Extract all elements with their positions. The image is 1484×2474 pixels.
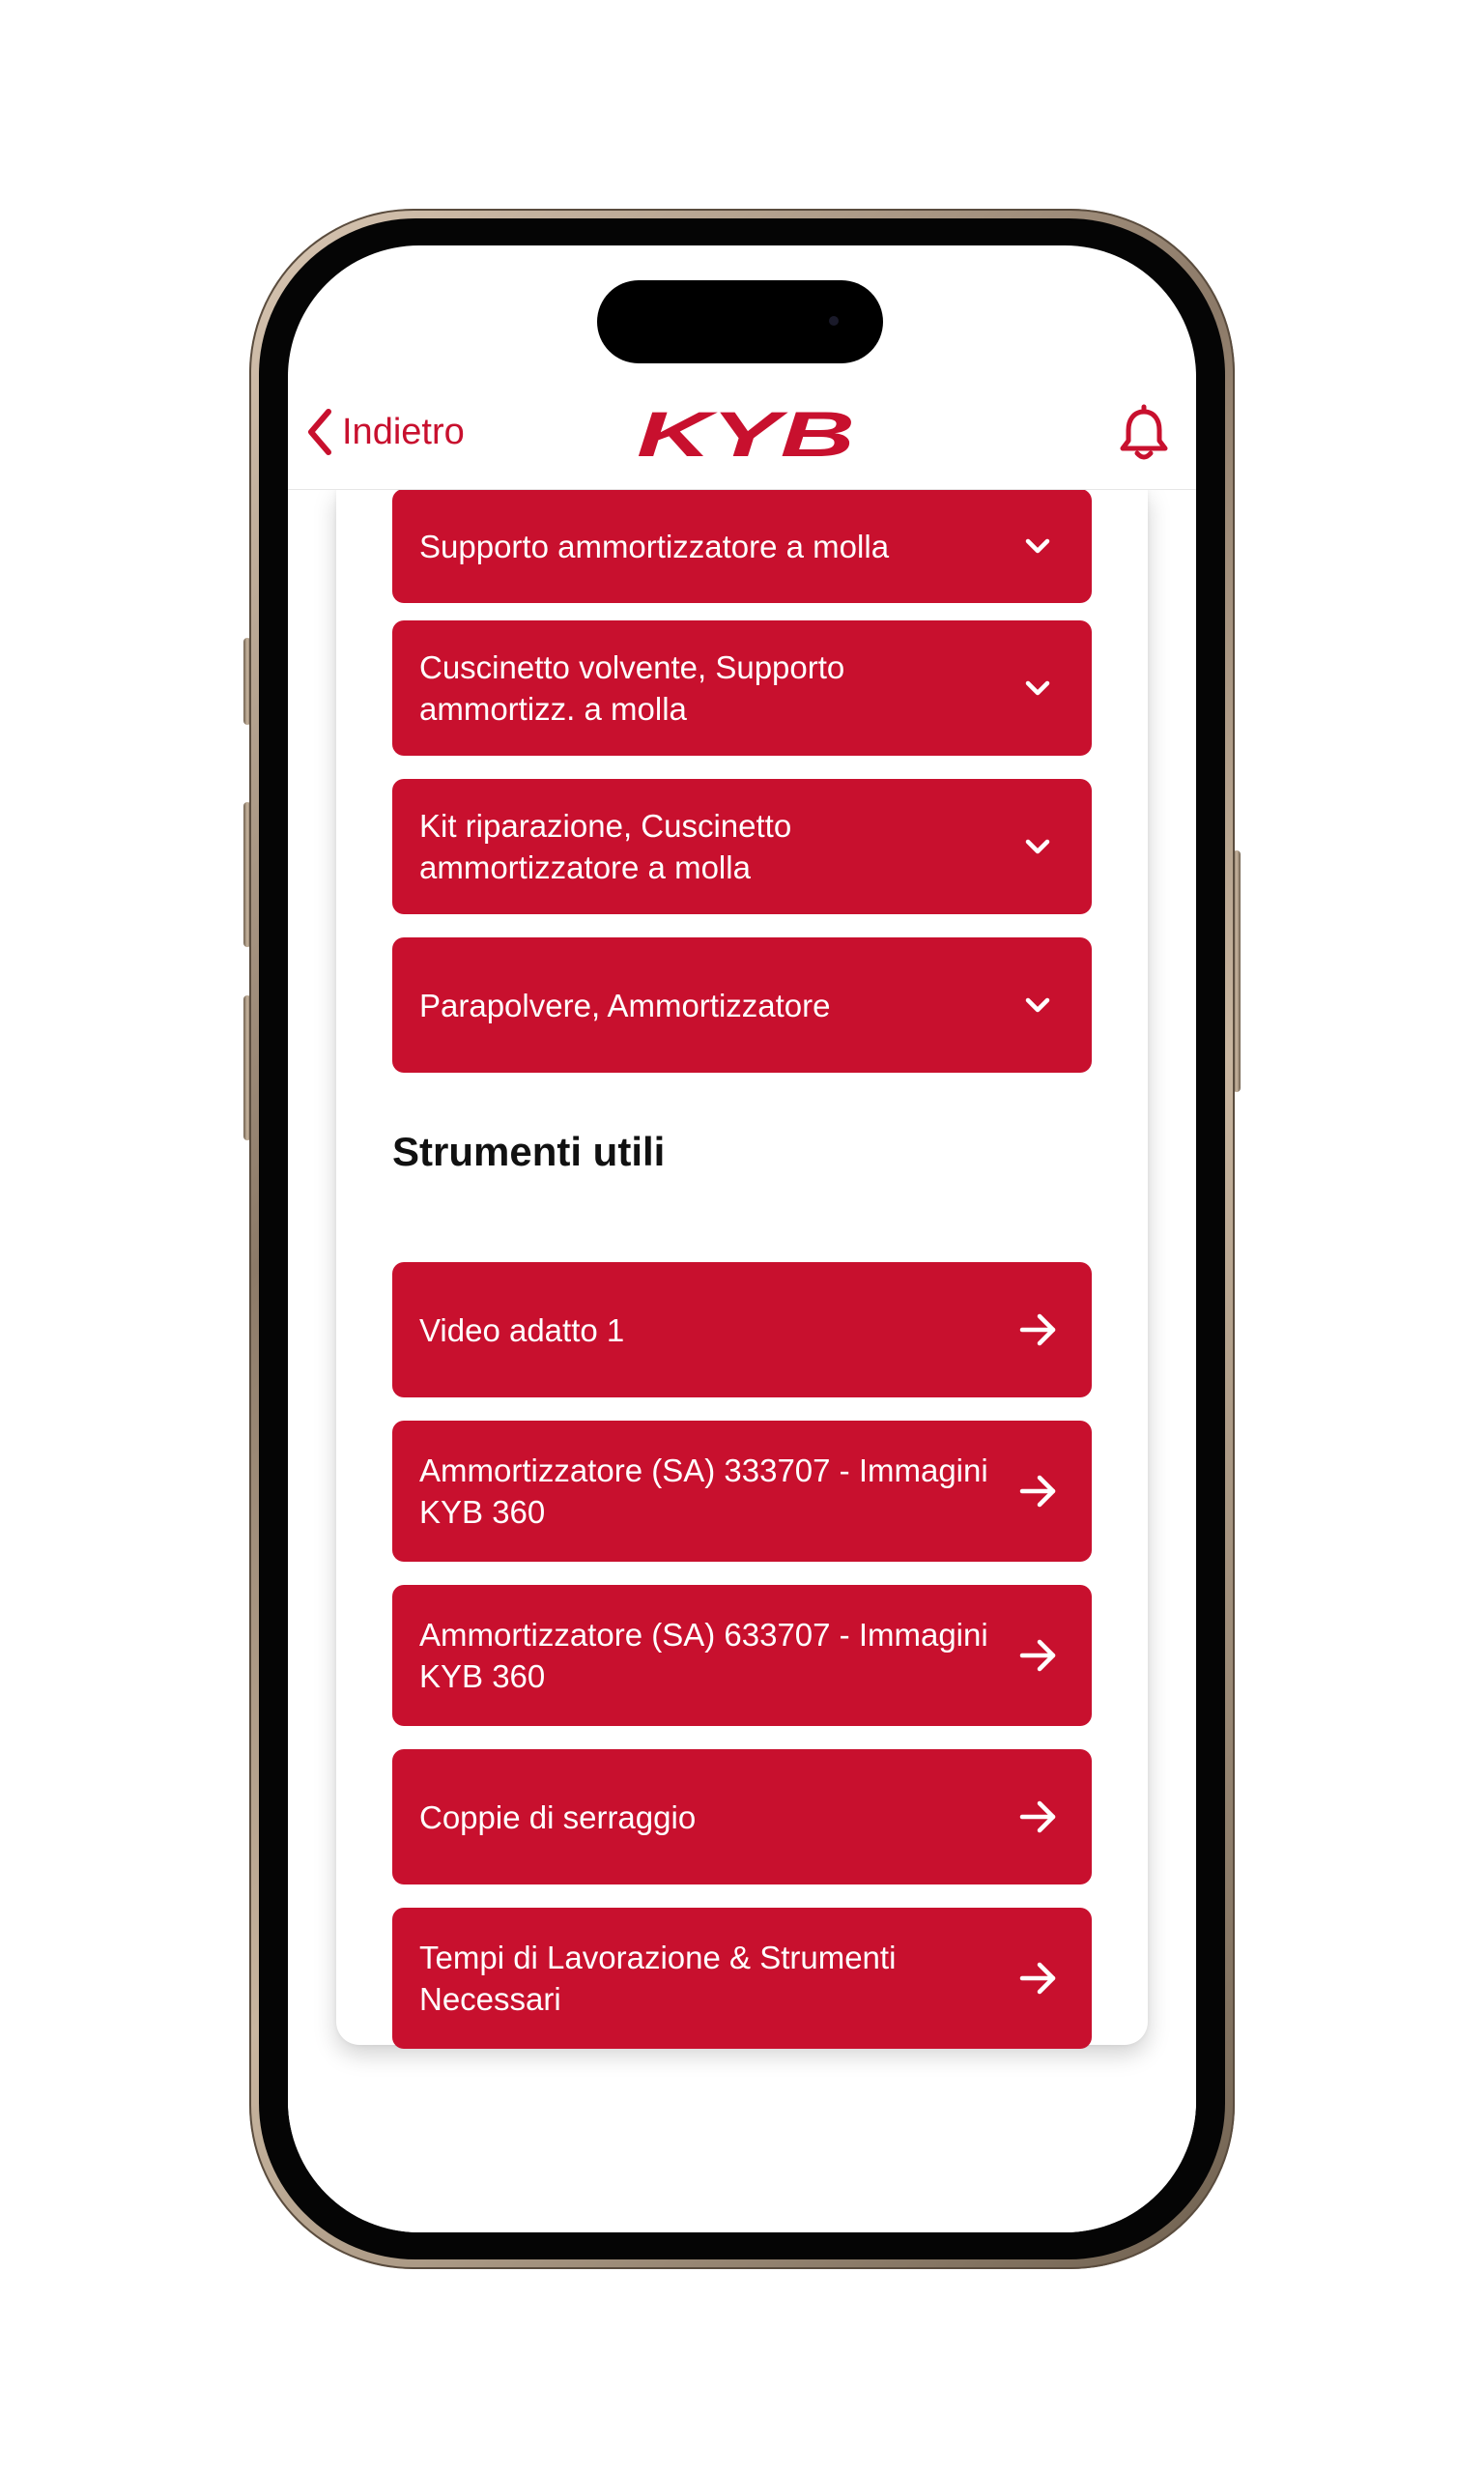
phone-screen (288, 245, 1196, 2232)
arrow-right-icon (1016, 1796, 1059, 1838)
accordion-item[interactable] (392, 779, 1092, 914)
back-label: Indietro (342, 411, 465, 452)
tool-link[interactable] (392, 1421, 1092, 1562)
accordion-item[interactable] (392, 620, 1092, 756)
accordion-item-label: Kit riparazione, Cuscinetto ammortizzatore a molla (419, 808, 792, 885)
tool-link[interactable] (392, 1749, 1092, 1884)
tool-link-label: Ammortizzatore (SA) 633707 - Immagini KYB 360 (419, 1617, 988, 1694)
camera-dot (829, 316, 839, 326)
tool-link[interactable] (392, 1908, 1092, 2049)
accordion-item-label: Parapolvere, Ammortizzatore (419, 987, 831, 1023)
accordion-item-label: Supporto ammortizzatore a molla (419, 528, 890, 564)
chevron-down-icon (1016, 825, 1059, 868)
arrow-right-icon (1016, 1957, 1059, 1999)
tool-link-label: Ammortizzatore (SA) 333707 - Immagini KYB 360 (419, 1453, 988, 1530)
arrow-right-icon (1016, 1470, 1059, 1512)
chevron-down-icon (1016, 984, 1059, 1026)
tool-link[interactable] (392, 1262, 1092, 1397)
arrow-right-icon (1016, 1634, 1059, 1677)
bell-icon[interactable] (1115, 404, 1173, 464)
app-header (288, 381, 1196, 490)
tool-link-label: Video adatto 1 (419, 1311, 625, 1348)
kyb-logo (632, 406, 860, 464)
tool-link[interactable] (392, 1585, 1092, 1726)
accordion-item[interactable] (392, 489, 1092, 603)
back-button[interactable] (303, 402, 465, 462)
accordion-item[interactable] (392, 937, 1092, 1073)
arrow-right-icon (1016, 1309, 1059, 1351)
chevron-down-icon (1016, 667, 1059, 709)
dynamic-island (597, 280, 883, 363)
section-title: Strumenti utili (392, 1129, 666, 1174)
tool-link-label: Coppie di serraggio (419, 1798, 697, 1835)
content-area (288, 489, 1196, 2232)
tool-link-label: Tempi di Lavorazione & Strumenti Necessari (419, 1940, 897, 2017)
chevron-left-icon (303, 406, 336, 458)
chevron-down-icon (1016, 525, 1059, 567)
svg-text:KYB: KYB (637, 406, 855, 464)
accordion-item-label: Cuscinetto volvente, Supporto ammortizz. a molla (419, 649, 845, 727)
